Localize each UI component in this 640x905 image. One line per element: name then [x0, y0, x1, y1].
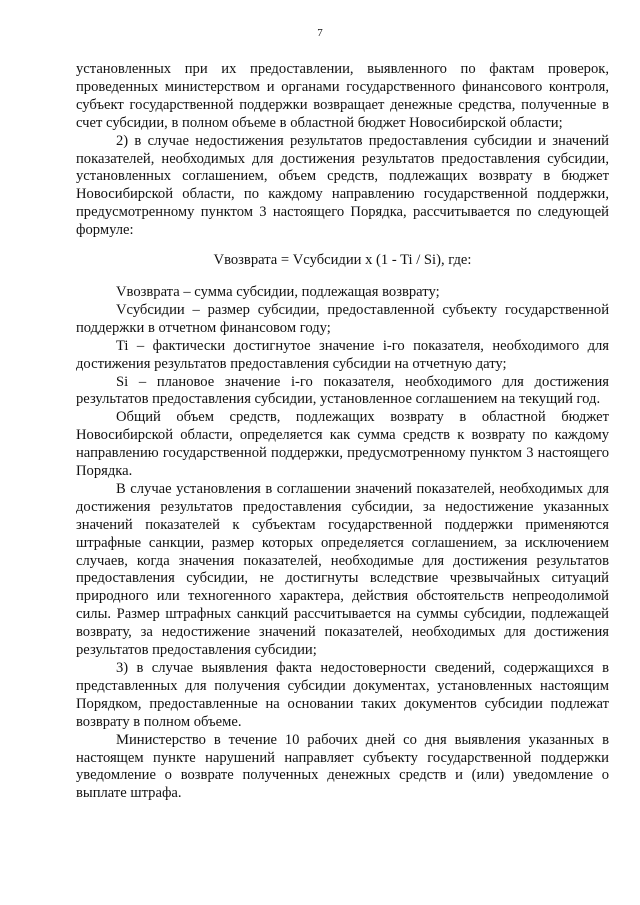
page-number: 7: [317, 27, 323, 39]
paragraph-item-3: 3) в случае выявления факта недостоверности сведений, содержащихся в представленных для получения субсидии документах, установленных настоящим Порядком, предоставленные на основании таких документов субсидии подлежат возврату в полном объеме.: [76, 660, 609, 730]
definition-v-subsidy: Vсубсидии – размер субсидии, предоставленной субъекту государственной поддержки в отчетном финансовом году;: [76, 301, 609, 336]
refund-formula: Vвозврата = Vсубсидии x (1 - Ti / Si), где:: [213, 252, 472, 269]
definition-si: Si – плановое значение i-го показателя, необходимого для достижения результатов предоставления субсидии, установленное соглашением на текущий год.: [76, 373, 609, 408]
document-body: [76, 61, 609, 803]
paragraph-ministry-notice: Министерство в течение 10 рабочих дней со дня выявления указанных в настоящем пункте нарушений направляет субъекту государственной поддержки уведомление о возврате полученных денежных средств и (или) уведомление о выплате штрафа.: [76, 731, 609, 802]
definition-v-return: Vвозврата – сумма субсидии, подлежащая возврату;: [116, 283, 440, 300]
paragraph-refund-full: установленных при их предоставлении, выявленного по фактам проверок, проведенных министерством и органами государственного финансового контроля, субъект государственной поддержки возвращает денежные средства, полученные в счет субсидии, в полном объеме в областной бюджет Новосибирской области;: [76, 61, 609, 131]
paragraph-total-refund: Общий объем средств, подлежащих возврату в областной бюджет Новосибирской области, определяется как сумма средств к возврату по каждому направлению государственной поддержки, предусмотренному пунктом 3 настоящего Порядка.: [76, 409, 609, 480]
paragraph-penalties: В случае установления в соглашении значений показателей, необходимых для достижения результатов предоставления субсидии, за недостижение указанных значений показателей к субъектам государственной поддержки применяются штрафные санкции, размер которых определяется соглашением, за исключением случаев, когда значения показателей, необходимые для достижения результатов предоставления субсидии, не достигнуты вследствие чрезвычайных ситуаций природного или техногенного характера, действия обстоятельств непреодолимой силы. Размер штрафных санкций рассчитывается на суммы субсидии, подлежащей возврату, за недостижение значений показателей, необходимых для достижения результатов предоставления субсидии;: [76, 480, 609, 659]
definition-ti: Ti – фактически достигнутое значение i-го показателя, необходимого для достижения результатов предоставления субсидии на отчетную дату;: [76, 337, 609, 372]
paragraph-item-2: 2) в случае недостижения результатов предоставления субсидии и значений показателей, необходимых для достижения результатов предоставления субсидии, установленных соглашением, объем средств, подлежащих возврату в бюджет Новосибирской области, по каждому направлению государственной поддержки, предусмотренному пунктом 3 настоящего Порядка, рассчитывается по следующей формуле:: [76, 132, 609, 239]
